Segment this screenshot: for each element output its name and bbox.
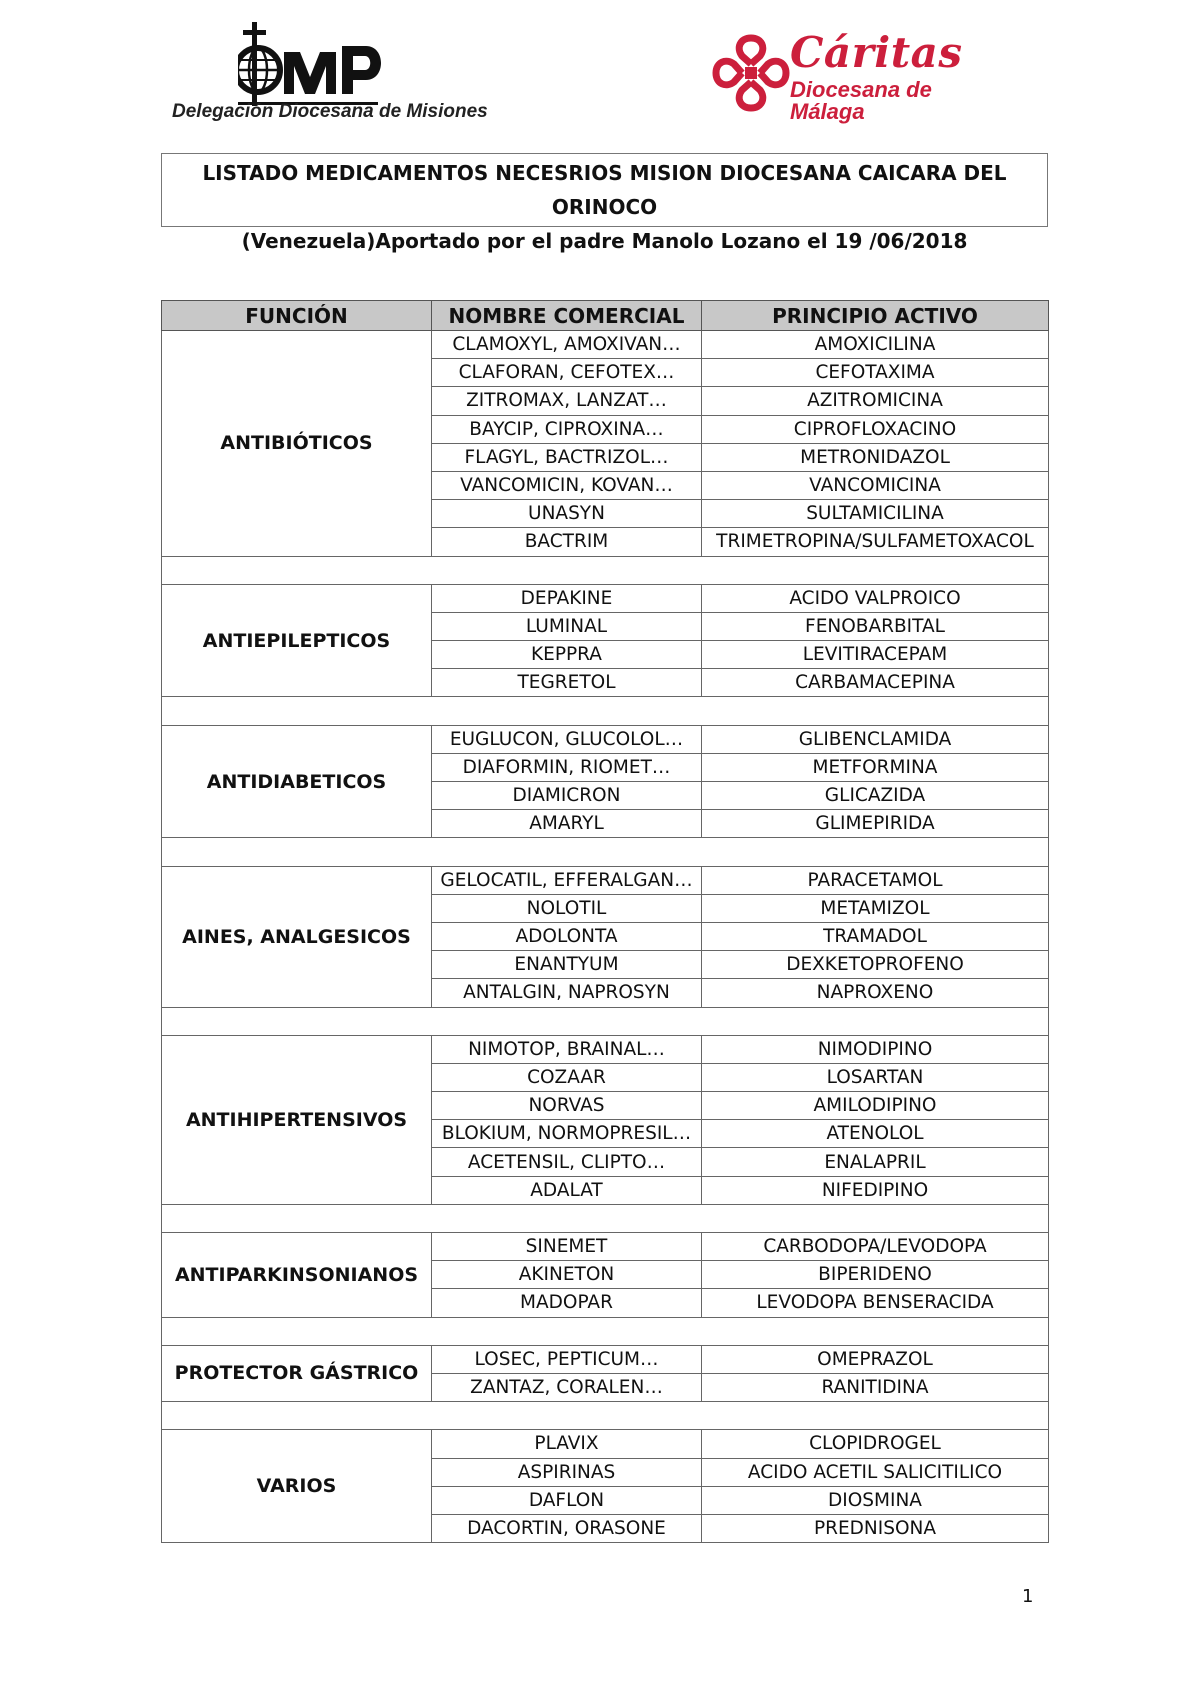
active-ingredient-cell: OMEPRAZOL xyxy=(702,1345,1049,1373)
brand-name-cell: ZITROMAX, LANZAT… xyxy=(432,387,702,415)
table-row xyxy=(162,1430,1049,1458)
active-ingredient-cell: NIFEDIPINO xyxy=(702,1176,1049,1204)
active-ingredient-cell: METFORMINA xyxy=(702,753,1049,781)
brand-name-cell: DAFLON xyxy=(432,1486,702,1514)
brand-name-cell: VANCOMICIN, KOVAN… xyxy=(432,471,702,499)
function-group-cell: ANTIBIÓTICOS xyxy=(162,331,432,557)
brand-name-cell: COZAAR xyxy=(432,1063,702,1091)
active-ingredient-cell: GLIMEPIRIDA xyxy=(702,810,1049,838)
brand-name-cell: GELOCATIL, EFFERALGAN… xyxy=(432,866,702,894)
active-ingredient-cell: RANITIDINA xyxy=(702,1373,1049,1401)
caritas-subtitle-line1: Diocesana de xyxy=(790,77,932,102)
brand-name-cell: FLAGYL, BACTRIZOL… xyxy=(432,443,702,471)
table-row xyxy=(162,725,1049,753)
active-ingredient-cell: FENOBARBITAL xyxy=(702,612,1049,640)
brand-name-cell: CLAFORAN, CEFOTEX… xyxy=(432,359,702,387)
active-ingredient-cell: ACIDO ACETIL SALICITILICO xyxy=(702,1458,1049,1486)
brand-name-cell: LUMINAL xyxy=(432,612,702,640)
brand-name-cell: NOLOTIL xyxy=(432,894,702,922)
spacer-cell xyxy=(162,1317,1049,1345)
brand-name-cell: DIAMICRON xyxy=(432,782,702,810)
active-ingredient-cell: DEXKETOPROFENO xyxy=(702,951,1049,979)
brand-name-cell: MADOPAR xyxy=(432,1289,702,1317)
brand-name-cell: ADOLONTA xyxy=(432,922,702,950)
brand-name-cell: ADALAT xyxy=(432,1176,702,1204)
function-group-cell: ANTIHIPERTENSIVOS xyxy=(162,1035,432,1204)
spacer-cell xyxy=(162,1007,1049,1035)
brand-name-cell: ASPIRINAS xyxy=(432,1458,702,1486)
omp-logo xyxy=(238,22,398,106)
group-spacer-row xyxy=(162,838,1049,866)
function-group-cell: VARIOS xyxy=(162,1430,432,1543)
active-ingredient-cell: ENALAPRIL xyxy=(702,1148,1049,1176)
brand-name-cell: KEPPRA xyxy=(432,641,702,669)
group-spacer-row xyxy=(162,1402,1049,1430)
brand-name-cell: EUGLUCON, GLUCOLOL… xyxy=(432,725,702,753)
page-number: 1 xyxy=(1022,1586,1034,1607)
group-spacer-row xyxy=(162,556,1049,584)
active-ingredient-cell: VANCOMICINA xyxy=(702,471,1049,499)
active-ingredient-cell: BIPERIDENO xyxy=(702,1261,1049,1289)
active-ingredient-cell: DIOSMINA xyxy=(702,1486,1049,1514)
function-group-cell: ANTIDIABETICOS xyxy=(162,725,432,838)
function-group-cell: ANTIPARKINSONIANOS xyxy=(162,1233,432,1318)
column-header-principio-activo: PRINCIPIO ACTIVO xyxy=(702,301,1049,331)
active-ingredient-cell: GLICAZIDA xyxy=(702,782,1049,810)
active-ingredient-cell: GLIBENCLAMIDA xyxy=(702,725,1049,753)
brand-name-cell: SINEMET xyxy=(432,1233,702,1261)
brand-name-cell: TEGRETOL xyxy=(432,669,702,697)
spacer-cell xyxy=(162,1402,1049,1430)
brand-name-cell: BLOKIUM, NORMOPRESIL… xyxy=(432,1120,702,1148)
active-ingredient-cell: PARACETAMOL xyxy=(702,866,1049,894)
brand-name-cell: DEPAKINE xyxy=(432,584,702,612)
spacer-cell xyxy=(162,556,1049,584)
column-header-funcion: FUNCIÓN xyxy=(162,301,432,331)
active-ingredient-cell: ACIDO VALPROICO xyxy=(702,584,1049,612)
active-ingredient-cell: CIPROFLOXACINO xyxy=(702,415,1049,443)
spacer-cell xyxy=(162,1204,1049,1232)
caritas-logo-text: Cáritas xyxy=(790,28,963,77)
omp-subtitle: Delegación Diocesana de Misiones xyxy=(172,101,488,122)
caritas-cross-logo xyxy=(712,34,790,112)
table-row xyxy=(162,584,1049,612)
group-spacer-row xyxy=(162,697,1049,725)
brand-name-cell: ANTALGIN, NAPROSYN xyxy=(432,979,702,1007)
column-header-nombre-comercial: NOMBRE COMERCIAL xyxy=(432,301,702,331)
brand-name-cell: PLAVIX xyxy=(432,1430,702,1458)
active-ingredient-cell: SULTAMICILINA xyxy=(702,500,1049,528)
active-ingredient-cell: AMILODIPINO xyxy=(702,1092,1049,1120)
brand-name-cell: NIMOTOP, BRAINAL… xyxy=(432,1035,702,1063)
function-group-cell: PROTECTOR GÁSTRICO xyxy=(162,1345,432,1401)
active-ingredient-cell: METAMIZOL xyxy=(702,894,1049,922)
active-ingredient-cell: CARBODOPA/LEVODOPA xyxy=(702,1233,1049,1261)
brand-name-cell: ENANTYUM xyxy=(432,951,702,979)
brand-name-cell: LOSEC, PEPTICUM… xyxy=(432,1345,702,1373)
active-ingredient-cell: CLOPIDROGEL xyxy=(702,1430,1049,1458)
active-ingredient-cell: LOSARTAN xyxy=(702,1063,1049,1091)
document-title-line2: (Venezuela)Aportado por el padre Manolo Lozano el 19 /06/2018 xyxy=(241,229,968,253)
function-group-cell: ANTIEPILEPTICOS xyxy=(162,584,432,697)
brand-name-cell: AKINETON xyxy=(432,1261,702,1289)
group-spacer-row xyxy=(162,1317,1049,1345)
brand-name-cell: ACETENSIL, CLIPTO… xyxy=(432,1148,702,1176)
table-row xyxy=(162,331,1049,359)
table-row xyxy=(162,1035,1049,1063)
group-spacer-row xyxy=(162,1204,1049,1232)
active-ingredient-cell: TRIMETROPINA/SULFAMETOXACOL xyxy=(702,528,1049,556)
document-title-line1: LISTADO MEDICAMENTOS NECESRIOS MISION DIOCESANA CAICARA DEL ORINOCO xyxy=(202,161,1007,219)
brand-name-cell: DIAFORMIN, RIOMET… xyxy=(432,753,702,781)
active-ingredient-cell: PREDNISONA xyxy=(702,1514,1049,1542)
brand-name-cell: NORVAS xyxy=(432,1092,702,1120)
table-row xyxy=(162,1233,1049,1261)
table-row xyxy=(162,866,1049,894)
table-body xyxy=(162,331,1049,1543)
caritas-subtitle-line2: Málaga xyxy=(790,99,865,124)
brand-name-cell: BAYCIP, CIPROXINA… xyxy=(432,415,702,443)
table-row xyxy=(162,1345,1049,1373)
brand-name-cell: CLAMOXYL, AMOXIVAN… xyxy=(432,331,702,359)
brand-name-cell: UNASYN xyxy=(432,500,702,528)
active-ingredient-cell: LEVODOPA BENSERACIDA xyxy=(702,1289,1049,1317)
active-ingredient-cell: TRAMADOL xyxy=(702,922,1049,950)
active-ingredient-cell: AMOXICILINA xyxy=(702,331,1049,359)
spacer-cell xyxy=(162,838,1049,866)
brand-name-cell: ZANTAZ, CORALEN… xyxy=(432,1373,702,1401)
medications-table xyxy=(161,300,1049,1543)
active-ingredient-cell: NIMODIPINO xyxy=(702,1035,1049,1063)
brand-name-cell: AMARYL xyxy=(432,810,702,838)
table-header-row xyxy=(162,301,1049,331)
active-ingredient-cell: METRONIDAZOL xyxy=(702,443,1049,471)
active-ingredient-cell: AZITROMICINA xyxy=(702,387,1049,415)
function-group-cell: AINES, ANALGESICOS xyxy=(162,866,432,1007)
active-ingredient-cell: CEFOTAXIMA xyxy=(702,359,1049,387)
document-header xyxy=(0,0,1200,140)
brand-name-cell: BACTRIM xyxy=(432,528,702,556)
active-ingredient-cell: CARBAMACEPINA xyxy=(702,669,1049,697)
spacer-cell xyxy=(162,697,1049,725)
caritas-subtitle xyxy=(790,79,932,123)
group-spacer-row xyxy=(162,1007,1049,1035)
brand-name-cell: DACORTIN, ORASONE xyxy=(432,1514,702,1542)
active-ingredient-cell: NAPROXENO xyxy=(702,979,1049,1007)
document-title-box xyxy=(161,153,1048,253)
active-ingredient-cell: ATENOLOL xyxy=(702,1120,1049,1148)
active-ingredient-cell: LEVITIRACEPAM xyxy=(702,641,1049,669)
